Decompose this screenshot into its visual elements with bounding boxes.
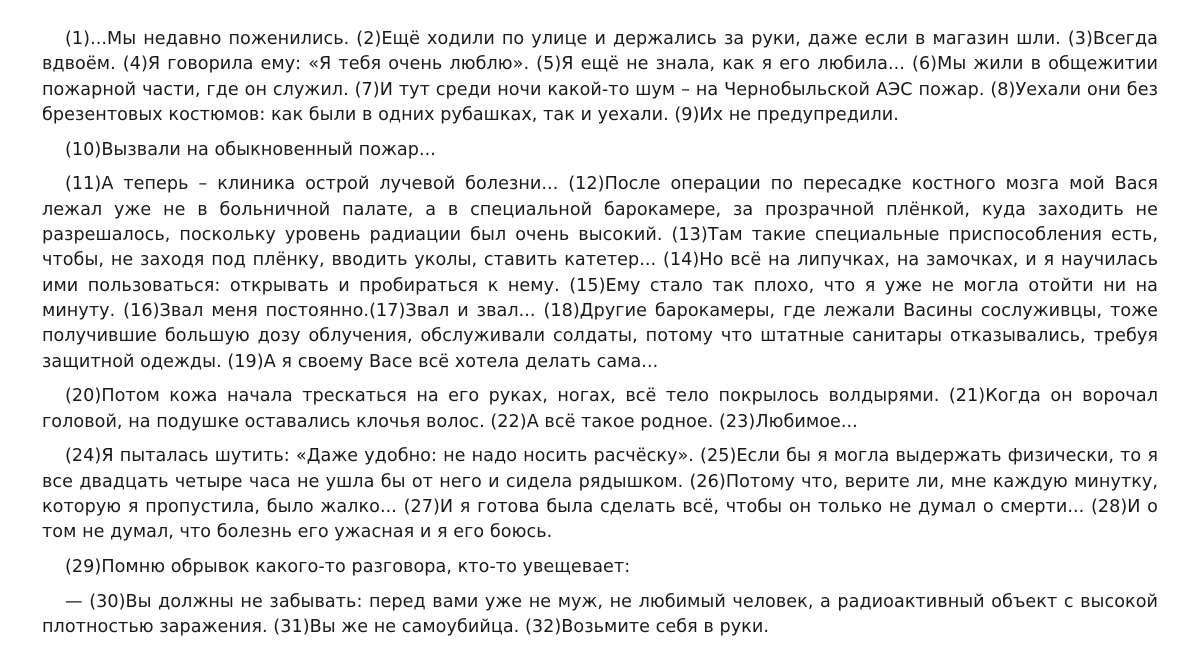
paragraph-6: (29)Помню обрывок какого-то разговора, кто-то увещевает: — [65, 557, 631, 578]
paragraph-7: — (30)Вы должны не забывать: перед вами уже не муж, не любимый человек, а радиоактивный объект с высокой плотностью заражения. (31)Вы же не самоубийца. (32)Возьмите себя в руки. — [42, 591, 1158, 638]
paragraph-2: (10)Вызвали на обыкновенный пожар... — [65, 139, 436, 160]
paragraph-5: (24)Я пыталась шутить: «Даже удобно: не надо носить расчёску». (25)Если бы я могла выдержать физически, то я все двадцать четыре часа не ушла бы от него и сидела рядышком. (26)Потому что, верите ли, мне каждую минутку, которую я пропустила, было жалко... (27)И я готова была сделать всё, чтобы он только не думал о смерти... (28)И о том не думал, что болезнь его ужасная и я его боюсь. — [42, 446, 1158, 543]
paragraph-3: (11)А теперь – клиника острой лучевой болезни... (12)После операции по пересадке костного мозга мой Вася лежал уже не в больничной палате, а в специальной барокамере, за прозрачной плёнкой, куда заходить не разрешалось, поскольку уровень радиации был очень высокий. (13)Там такие специальные приспособления есть, чтобы, не заходя под плёнку, вводить уколы, ставить катетер... (14)Но всё на липучках, на замочках, и я научилась ими пользоваться: открывать и пробираться к нему. (15)Ему стало так плохо, что я уже не могла отойти ни на минуту. (16)Звал меня постоянно.(17)Звал и звал... (18)Другие барокамеры, где лежали Васины сослуживцы, тоже получившие большую дозу облучения, обслуживали солдаты, потому что штатные санитары отказывались, требуя защитной одежды. (19)А я своему Васе всё хотела делать сама... — [42, 174, 1158, 372]
paragraph-1: (1)...Мы недавно поженились. (2)Ещё ходили по улице и держались за руки, даже если в магазин шли. (3)Всегда вдвоём. (4)Я говорила ему: «Я тебя очень люблю». (5)Я ещё не знала, как я его любила... (6)Мы жили в общежитии пожарной части, где он служил. (7)И тут среди ночи какой-то шум – на Чернобыльской АЭС пожар. (8)Уехали они без брезентовых костюмов: как были в одних рубашках, так и уехали. (9)Их не предупредили. — [42, 29, 1158, 125]
paragraph-4: (20)Потом кожа начала трескаться на его руках, ногах, всё тело покрылось волдырями. (21)Когда он ворочал головой, на подушке оставались клочья волос. (22)А всё такое родное. (23)Любимое... — [42, 386, 1158, 432]
